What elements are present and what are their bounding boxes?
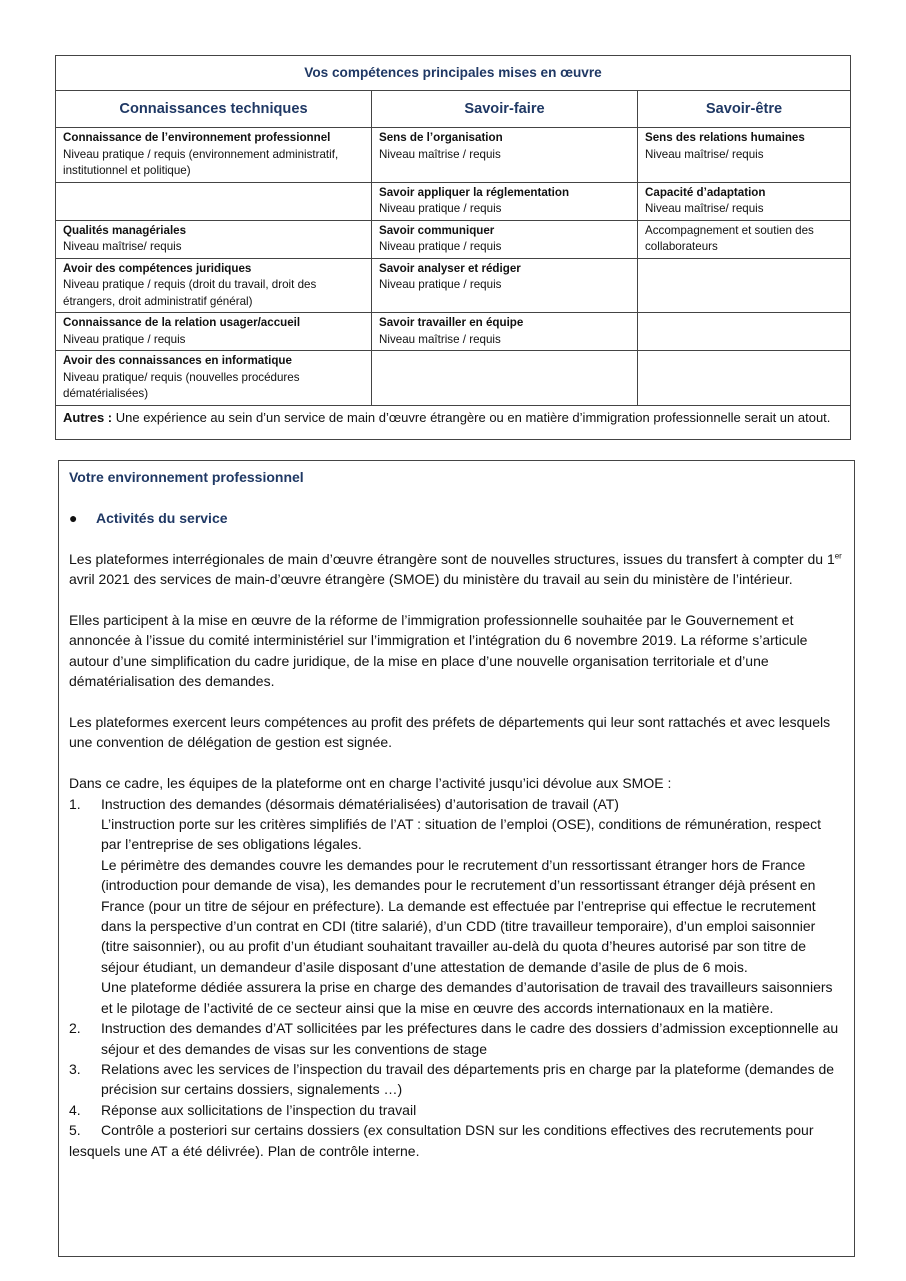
skill-level: Niveau maîtrise / requis — [379, 332, 501, 346]
table-cell — [56, 128, 372, 183]
table-row — [56, 258, 851, 313]
list-line: Le périmètre des demandes couvre les demandes pour le recrutement d’un ressortissant étranger hors de France (introduction pour demande de visa), les demandes pour le recrutement d’un ressortissant étranger déjà présent en France (pour un titre de séjour en préfecture). La demande est effectuée par l’entreprise qui effectue le recrutement dans la perspective d’un contrat en CDI (titre salarié), d’un CDD (titre travailleur temporaire), d’un emploi saisonnier (titre saisonnier), ou au profit d’un étudiant souhaitant travailler au-delà du quota d’heures autorisé par son titre de séjour étudiant, un demandeur d’asile disposant d’une attestation de demande d’asile de plus de 6 mois. — [101, 856, 816, 975]
skill-level: Niveau maîtrise / requis — [379, 147, 501, 161]
list-line: Relations avec les services de l’inspection du travail des départements pris en charge par la plateforme (demandes de précision sur certains dossiers, signalements …) — [101, 1060, 835, 1098]
list-item — [69, 1120, 844, 1161]
table-cell — [372, 220, 638, 258]
table-cell — [372, 182, 638, 220]
paragraph-2: Elles participent à la mise en œuvre de la réforme de l’immigration professionnelle souhaitée par le Gouvernement et annoncée à l’issue du comité interministériel sur l’immigration et l’intégration du 6 novembre 2019. La réforme s’articule autour d’une simplification du cadre juridique, de la mise en place d’une nouvelle organisation territoriale et d’une dématérialisation des demandes. — [69, 612, 808, 690]
skill-label: Savoir appliquer la réglementation — [379, 185, 570, 199]
table-title: Vos compétences principales mises en œuvre — [56, 56, 851, 91]
environment-section — [58, 460, 855, 1257]
skill-level: Niveau pratique / requis — [379, 240, 502, 253]
list-number: 3. — [69, 1060, 81, 1077]
list-line: Contrôle a posteriori sur certains dossiers (ex consultation DSN sur les conditions effectives des recrutements pour lesquels une AT a été délivrée). Plan de contrôle interne. — [69, 1122, 814, 1159]
bullet-icon: ● — [69, 510, 78, 527]
list-number: 4. — [69, 1101, 81, 1118]
skill-level: Niveau pratique/ requis (nouvelles procédures dématérialisées) — [63, 370, 300, 400]
skill-label: Avoir des connaissances en informatique — [63, 354, 292, 367]
table-row — [56, 128, 851, 183]
list-item — [69, 1100, 844, 1120]
list-line: L’instruction porte sur les critères simplifiés de l’AT : situation de l’emploi (OSE), conditions de rémunération, respect par l’entreprise de ses obligations légales. — [101, 816, 822, 853]
table-cell — [372, 128, 638, 183]
skill-label: Sens des relations humaines — [645, 131, 805, 144]
table-cell — [638, 220, 851, 258]
table-cell — [56, 313, 372, 351]
table-cell — [372, 258, 638, 313]
table-cell — [638, 258, 851, 313]
header-connaissances: Connaissances techniques — [56, 91, 372, 128]
superscript: er — [834, 551, 842, 561]
header-savoir-faire: Savoir-faire — [372, 91, 638, 128]
table-cell — [56, 182, 372, 220]
table-row — [56, 182, 851, 220]
table-cell — [372, 351, 638, 406]
paragraph-text: avril 2021 des services de main-d’œuvre étrangère (SMOE) du ministère du travail au sein du ministère de l’intérieur. — [69, 571, 793, 588]
skill-level: Niveau pratique / requis (environnement administratif, institutionnel et politique) — [63, 147, 339, 177]
subsection-title: Activités du service — [96, 510, 228, 527]
table-row-autres — [56, 405, 851, 439]
list-line: Réponse aux sollicitations de l’inspection du travail — [101, 1101, 417, 1118]
table-cell — [56, 258, 372, 313]
autres-text: Une expérience au sein d’un service de main d’œuvre étrangère ou en matière d’immigration professionnelle serait un atout. — [112, 409, 831, 425]
skill-label: Savoir communiquer — [379, 223, 495, 237]
skill-label: Qualités managériales — [63, 223, 187, 237]
table-cell — [56, 220, 372, 258]
table-row — [56, 351, 851, 406]
list-line: Une plateforme dédiée assurera la prise en charge des demandes d’autorisation de travail des travailleurs saisonniers et le pilotage de l’activité de ce secteur ainsi que la mise en œuvre des accords internationaux en la matière. — [101, 979, 833, 1016]
skill-level: Niveau pratique / requis — [379, 202, 502, 215]
skill-level: Niveau pratique / requis — [63, 332, 186, 346]
autres-label: Autres : — [63, 409, 113, 425]
section-title: Votre environnement professionnel — [69, 469, 304, 485]
skill-level: Accompagnement et soutien des collaborateurs — [645, 223, 814, 253]
table-cell — [638, 351, 851, 406]
list-item — [69, 1018, 844, 1059]
paragraph-4: Dans ce cadre, les équipes de la plateforme ont en charge l’activité jusqu’ici dévolue aux SMOE : — [69, 775, 672, 792]
table-cell — [638, 182, 851, 220]
table-cell — [638, 313, 851, 351]
skill-level: Niveau pratique / requis — [379, 278, 502, 291]
skill-level: Niveau maîtrise/ requis — [63, 240, 182, 253]
list-number: 1. — [69, 795, 81, 812]
skill-label: Savoir analyser et rédiger — [379, 261, 521, 275]
competences-table — [55, 55, 851, 440]
header-savoir-etre: Savoir-être — [638, 91, 851, 128]
skill-label: Savoir travailler en équipe — [379, 316, 524, 329]
skill-label: Capacité d’adaptation — [645, 185, 766, 199]
list-item — [69, 1059, 844, 1100]
list-number: 2. — [69, 1020, 81, 1037]
skill-level: Niveau pratique / requis (droit du travail, droit des étrangers, droit administratif général) — [63, 278, 317, 308]
list-item — [69, 794, 844, 1018]
skill-label: Connaissance de l’environnement professionnel — [63, 131, 331, 144]
table-cell — [56, 351, 372, 406]
skill-label: Sens de l’organisation — [379, 131, 503, 144]
autres-cell — [56, 405, 851, 439]
table-row — [56, 313, 851, 351]
skill-label: Avoir des compétences juridiques — [63, 261, 252, 275]
list-number: 5. — [69, 1122, 81, 1139]
skill-label: Connaissance de la relation usager/accueil — [63, 316, 301, 329]
paragraph-3: Les plateformes exercent leurs compétences au profit des préfets de départements qui leur sont rattachés et avec lesquels une convention de délégation de gestion est signée. — [69, 714, 831, 751]
table-row — [56, 220, 851, 258]
skill-level: Niveau maîtrise/ requis — [645, 202, 764, 215]
paragraph-text: Les plateformes interrégionales de main d’œuvre étrangère sont de nouvelles structures, issues du transfert à compter du 1 — [69, 550, 835, 567]
table-cell — [372, 313, 638, 351]
table-cell — [638, 128, 851, 183]
subsection-heading — [69, 508, 844, 528]
list-line: Instruction des demandes (désormais dématérialisées) d’autorisation de travail (AT) — [101, 795, 619, 812]
list-line: Instruction des demandes d’AT sollicitées par les préfectures dans le cadre des dossiers d’admission exceptionnelle au séjour et des demandes de visas sur les conventions de stage — [101, 1020, 839, 1057]
skill-level: Niveau maîtrise/ requis — [645, 147, 764, 161]
paragraph-1 — [69, 549, 844, 590]
